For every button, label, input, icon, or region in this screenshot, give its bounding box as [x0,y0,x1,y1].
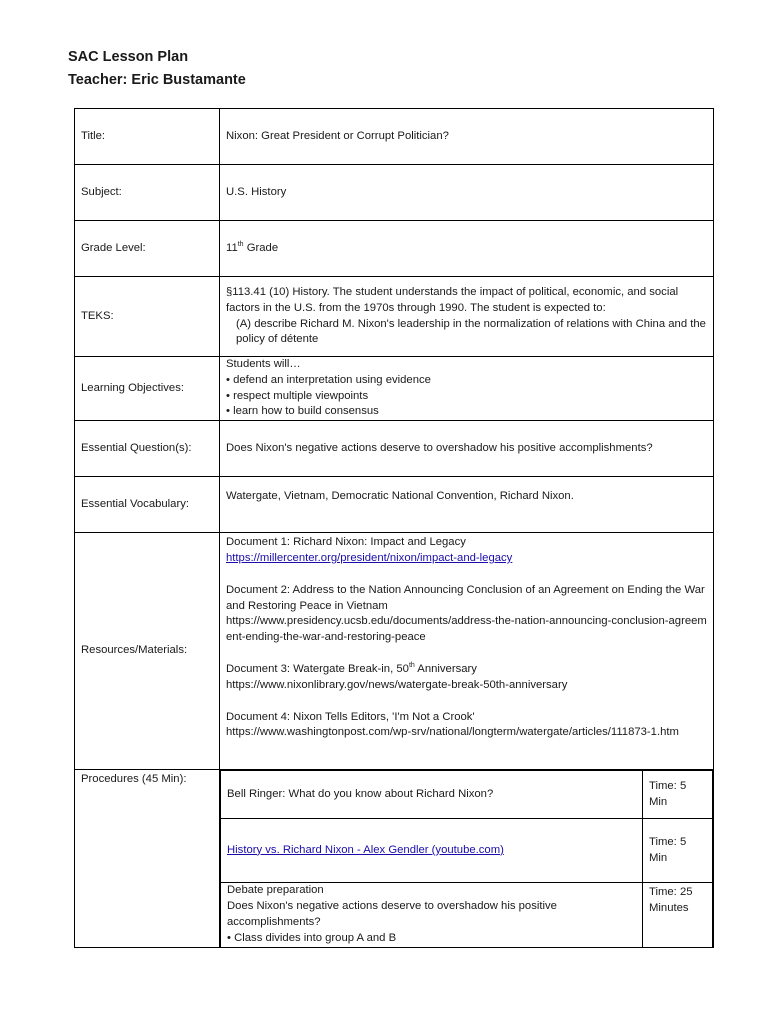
resource-doc1 [226,535,707,567]
title-label: Title: [75,109,220,165]
procedure-step [221,771,713,819]
objective-item: • defend an interpretation using evidence [226,373,431,386]
vocab-label: Essential Vocabulary: [75,477,220,533]
row-subject [75,165,714,221]
doc3-title-b: Anniversary [414,662,477,675]
step3-line2: Does Nixon's negative actions deserve to overshadow his positive accomplishments? [227,900,557,928]
doc1-title: Document 1: Richard Nixon: Impact and Legacy [226,536,466,549]
lesson-plan-table [74,108,714,948]
grade-number: 11 [226,241,238,254]
resource-doc2 [226,583,707,646]
procedures-value [220,770,714,948]
subject-value: U.S. History [220,165,714,221]
teks-expectation: (A) describe Richard M. Nixon's leadership in the normalization of relations with China and the policy of détente [236,317,706,346]
grade-suffix: th [237,240,244,248]
document-title: SAC Lesson Plan [68,49,189,65]
doc3-url: https://www.nixonlibrary.gov/news/watergate-break-50th-anniversary [226,678,568,691]
step3-text [221,883,643,947]
row-resources [75,533,714,770]
objectives-label: Learning Objectives: [75,357,220,421]
teks-standard: §113.41 (10) History. The student understands the impact of political, economic, and social factors in the U.S. from the 1970s through 1990. The student is expected to: [226,285,679,314]
row-vocabulary [75,477,714,533]
step1-text: Bell Ringer: What do you know about Richard Nixon? [221,771,643,819]
grade-value [220,221,714,277]
vocab-value [220,477,714,533]
doc3-title-a: Document 3: Watergate Break-in, 50 [226,662,409,675]
objectives-intro: Students will… [226,358,301,370]
resource-doc4 [226,710,707,742]
procedure-step [221,819,713,883]
grade-label: Grade Level: [75,221,220,277]
question-label: Essential Question(s): [75,421,220,477]
step3-line1: Debate preparation [227,884,324,897]
document-header [68,46,246,92]
doc4-url: https://www.washingtonpost.com/wp-srv/national/longterm/watergate/articles/111873-1.htm [226,726,679,739]
step1-time: Time: 5 Min [643,771,713,819]
video-link[interactable]: History vs. Richard Nixon - Alex Gendler (youtube.com) [227,843,504,856]
title-value: Nixon: Great President or Corrupt Politician? [220,109,714,165]
doc4-title: Document 4: Nixon Tells Editors, 'I'm Not a Crook' [226,710,475,723]
teks-value [220,277,714,357]
doc3-title [226,662,707,678]
doc1-link[interactable]: https://millercenter.org/president/nixon/impact-and-legacy [226,551,513,564]
step3-line3: • Class divides into group A and B [227,931,397,944]
resource-doc3 [226,662,707,694]
teacher-name: Teacher: Eric Bustamante [68,72,246,88]
objective-item: • learn how to build consensus [226,405,379,418]
doc2-url: https://www.presidency.ucsb.edu/documents/address-the-nation-announcing-conclusion-agreement-ending-the-war-and-restoring-peace [226,615,707,644]
teks-label: TEKS: [75,277,220,357]
row-essential-question [75,421,714,477]
row-teks [75,277,714,357]
procedures-table [220,770,713,947]
subject-label: Subject: [75,165,220,221]
row-title [75,109,714,165]
objective-item: • respect multiple viewpoints [226,389,369,402]
resources-value [220,533,714,770]
procedures-label: Procedures (45 Min): [75,770,220,948]
row-procedures [75,770,714,948]
question-value: Does Nixon's negative actions deserve to overshadow his positive accomplishments? [220,421,714,477]
vocab-text: Watergate, Vietnam, Democratic National Convention, Richard Nixon. [226,490,574,503]
grade-word: Grade [243,241,279,254]
row-objectives [75,357,714,421]
step2-cell [221,819,643,883]
step3-time: Time: 25 Minutes [643,883,713,947]
doc3-sup: th [408,662,415,670]
resources-label: Resources/Materials: [75,533,220,770]
row-grade [75,221,714,277]
procedure-step [221,883,713,947]
objectives-value [220,357,714,421]
step2-time: Time: 5 Min [643,819,713,883]
doc2-title: Document 2: Address to the Nation Announcing Conclusion of an Agreement on Ending the War and Restoring Peace in Vietnam [226,583,705,612]
